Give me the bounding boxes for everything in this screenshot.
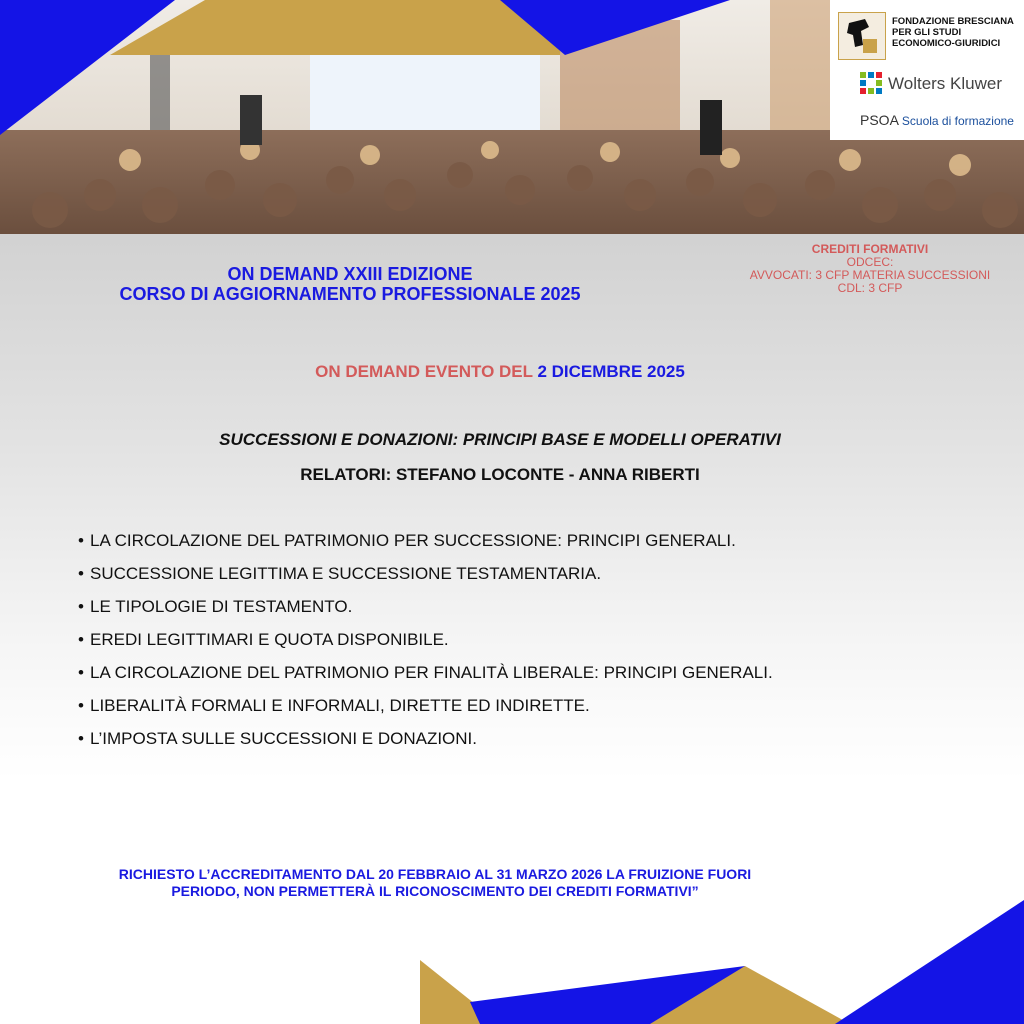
topic-text: LE TIPOLOGIE DI TESTAMENTO.: [90, 597, 353, 616]
topic-item: [78, 630, 773, 663]
bullet: •: [78, 696, 84, 715]
bullet: •: [78, 597, 84, 616]
speakers: RELATORI: STEFANO LOCONTE - ANNA RIBERTI: [300, 465, 700, 484]
topic-text: SUCCESSIONE LEGITTIMA E SUCCESSIONE TESTAMENTARIA.: [90, 564, 602, 583]
fondazione-emblem-icon: [838, 12, 886, 60]
credits-odcec: ODCEC:: [846, 255, 894, 269]
credits-heading: CREDITI FORMATIVI: [811, 242, 929, 256]
topics-list: [78, 531, 773, 762]
blue-triangle-bottom-right: [835, 900, 1024, 1024]
credits-cdl: CDL: 3 CFP: [837, 281, 903, 295]
wolters-kluwer-name: Wolters Kluwer: [888, 74, 1002, 93]
topic-text: LIBERALITÀ FORMALI E INFORMALI, DIRETTE ED INDIRETTE.: [90, 696, 590, 715]
fondazione-name-line2: PER GLI STUDI: [892, 27, 962, 38]
edition-line-1: ON DEMAND XXIII EDIZIONE: [227, 264, 473, 284]
bottom-decoration: [0, 900, 1024, 1024]
bullet: •: [78, 729, 84, 748]
bullet: •: [78, 531, 84, 550]
topic-text: LA CIRCOLAZIONE DEL PATRIMONIO PER FINALITÀ LIBERALE: PRINCIPI GENERALI.: [90, 663, 773, 682]
event-prefix: ON DEMAND EVENTO DEL: [315, 362, 533, 381]
bullet: •: [78, 663, 84, 682]
topic-text: LA CIRCOLAZIONE DEL PATRIMONIO PER SUCCESSIONE: PRINCIPI GENERALI.: [90, 531, 736, 550]
course-title: SUCCESSIONI E DONAZIONI: PRINCIPI BASE E MODELLI OPERATIVI: [219, 430, 781, 449]
topic-item: [78, 597, 773, 630]
psoa-subtitle: Scuola di formazione: [901, 114, 1014, 128]
fondazione-name-line1: FONDAZIONE BRESCIANA: [892, 16, 1014, 27]
fondazione-logo: [838, 12, 1022, 60]
fondazione-name-line3: ECONOMICO-GIURIDICI: [892, 38, 1001, 49]
topic-item: [78, 531, 773, 564]
bullet: •: [78, 564, 84, 583]
psoa-logo: [860, 112, 1020, 132]
topic-text: L’IMPOSTA SULLE SUCCESSIONI E DONAZIONI.: [90, 729, 477, 748]
topic-item: [78, 729, 773, 762]
bullet: •: [78, 630, 84, 649]
edition-heading: [0, 264, 700, 304]
edition-line-2: CORSO DI AGGIORNAMENTO PROFESSIONALE 2025: [119, 284, 581, 304]
event-date: 2 DICEMBRE 2025: [537, 362, 685, 381]
psoa-abbr: PSOA: [860, 112, 899, 128]
topic-item: [78, 696, 773, 729]
event-date-line: [0, 362, 1000, 382]
credits-avvocati: AVVOCATI: 3 CFP MATERIA SUCCESSIONI: [749, 268, 991, 282]
topic-text: EREDI LEGITTIMARI E QUOTA DISPONIBILE.: [90, 630, 449, 649]
fondazione-name: [892, 16, 1014, 49]
accreditation-note: [40, 866, 830, 900]
credits-box: [720, 243, 1020, 295]
topic-item: [78, 564, 773, 597]
wolters-kluwer-mark-icon: [860, 72, 882, 94]
accreditation-line-2: PERIODO, NON PERMETTERÀ IL RICONOSCIMENTO DEI CREDITI FORMATIVI”: [171, 883, 699, 899]
accreditation-line-1: RICHIESTO L’ACCREDITAMENTO DAL 20 FEBBRAIO AL 31 MARZO 2026 LA FRUIZIONE FUORI: [118, 866, 752, 882]
wolters-kluwer-logo: [860, 70, 1020, 96]
topic-item: [78, 663, 773, 696]
